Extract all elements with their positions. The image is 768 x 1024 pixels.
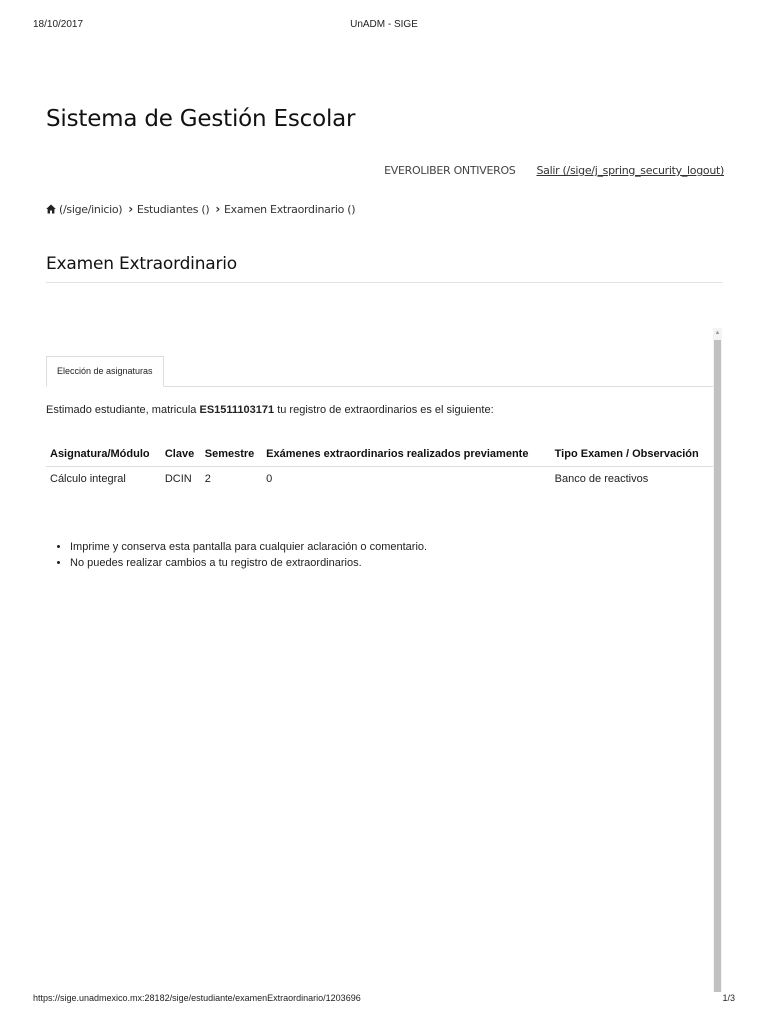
home-icon[interactable] <box>46 204 56 214</box>
breadcrumb-estudiantes[interactable]: Estudiantes () <box>136 202 210 216</box>
title-divider <box>46 282 723 283</box>
col-asignatura: Asignatura/Módulo <box>46 443 161 467</box>
print-page-number: 1/3 <box>722 993 735 1003</box>
scrollbar[interactable] <box>713 328 722 992</box>
page-title: Examen Extraordinario <box>46 254 238 274</box>
cell-asignatura: Cálculo integral <box>50 473 126 485</box>
list-item: • Imprime y conserva esta pantalla para cualquier aclaración o comentario. <box>70 539 427 555</box>
chevron-right-icon: › <box>128 202 133 216</box>
list-item: • No puedes realizar cambios a tu registro de extraordinarios. <box>70 555 427 571</box>
col-examenes-previos: Exámenes extraordinarios realizados previamente <box>262 443 551 467</box>
breadcrumb-examen-extraordinario[interactable]: Examen Extraordinario () <box>224 202 356 216</box>
intro-suffix: tu registro de extraordinarios es el siguiente: <box>277 404 494 416</box>
cell-tipo-examen: Banco de reactivos <box>554 473 649 485</box>
cell-semestre: 2 <box>204 473 211 485</box>
tab-eleccion-asignaturas[interactable]: Elección de asignaturas <box>46 356 164 387</box>
site-title: Sistema de Gestión Escolar <box>46 106 356 132</box>
table-header-row <box>46 443 713 467</box>
scroll-up-arrow-icon[interactable]: ▲ <box>714 330 721 336</box>
print-date: 18/10/2017 <box>33 19 84 30</box>
col-clave: Clave <box>161 443 201 467</box>
user-bar <box>384 164 724 177</box>
col-semestre: Semestre <box>201 443 262 467</box>
chevron-right-icon: › <box>215 202 220 216</box>
intro-text <box>46 404 494 416</box>
print-url: https://sige.unadmexico.mx:28182/sige/estudiante/examenExtraordinario/1203696 <box>33 993 361 1003</box>
scrollbar-thumb[interactable] <box>714 340 721 992</box>
intro-prefix: Estimado estudiante, matricula <box>46 404 197 416</box>
extraordinary-exams-table <box>46 443 713 491</box>
username: EVEROLIBER ONTIVEROS <box>384 164 516 177</box>
breadcrumb <box>46 202 355 216</box>
logout-link[interactable]: Salir (/sige/j_spring_security_logout) <box>536 164 724 177</box>
cell-clave: DCIN <box>164 473 192 485</box>
tab-bar <box>46 356 713 387</box>
breadcrumb-home[interactable]: (/sige/inicio) <box>59 202 123 216</box>
notes-list <box>46 539 427 571</box>
cell-examenes-previos: 0 <box>266 473 273 485</box>
col-tipo-examen: Tipo Examen / Observación <box>551 443 713 467</box>
matricula: ES1511103171 <box>199 404 275 416</box>
table-row <box>46 467 713 492</box>
print-title: UnADM - SIGE <box>350 19 418 30</box>
